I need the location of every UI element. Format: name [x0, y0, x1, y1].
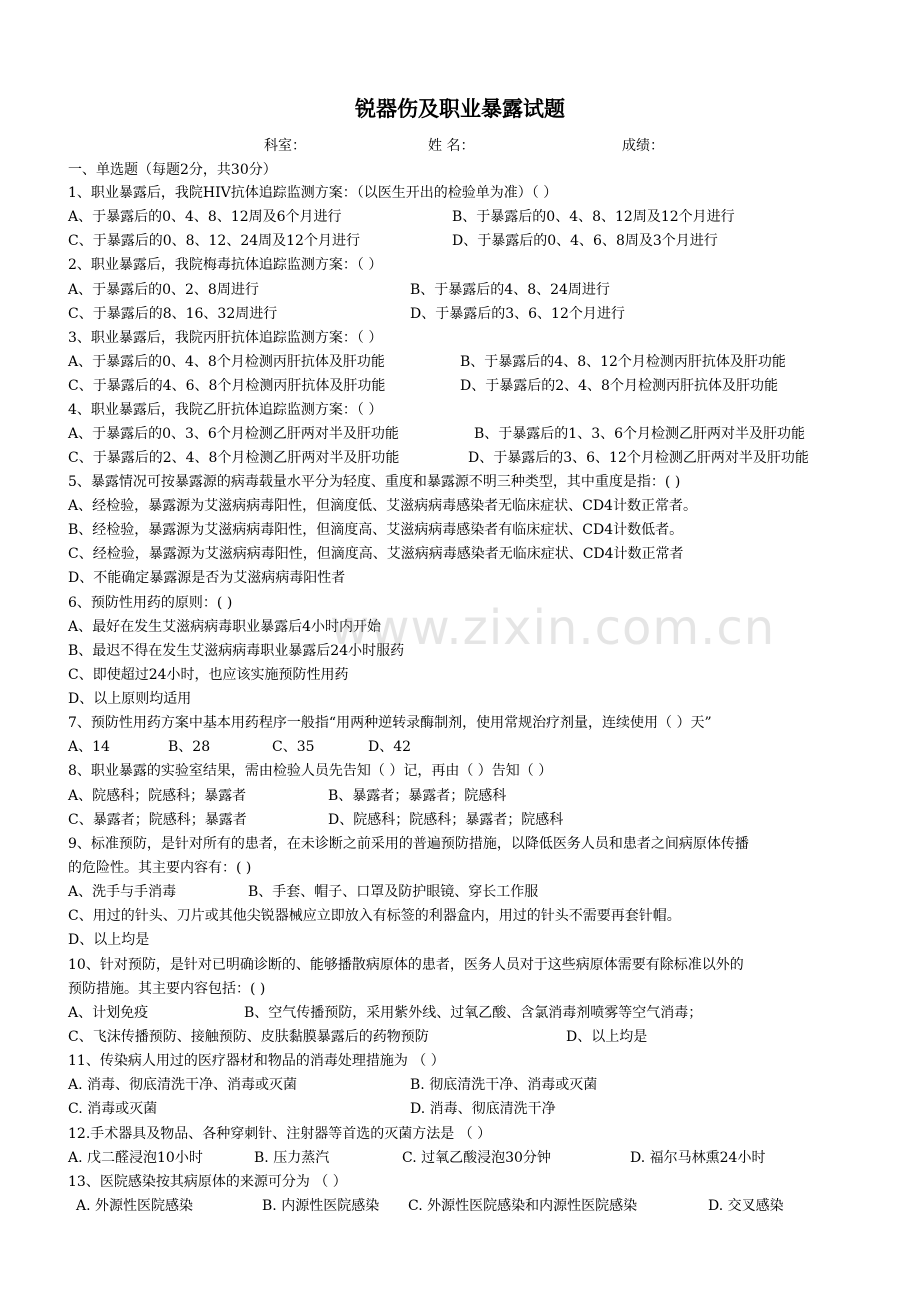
section-heading: 一、单选题（每题2分，共30分） — [68, 162, 277, 178]
q5-option-c: C、经检验，暴露源为艾滋病病毒阳性，但滴度高、艾滋病病毒感染者无临床症状、CD4计数正常者 — [68, 546, 684, 562]
q7-stem: 7、预防性用药方案中基本用药程序一般指“用两种逆转录酶制剂，使用常规治疗剂量，连续使用（ ）天” — [68, 715, 712, 731]
q11-option-b: B. 彻底清洗干净、消毒或灭菌 — [410, 1077, 598, 1093]
q1-option-b: B、于暴露后的0、4、8、12周及12个月进行 — [452, 209, 735, 225]
page-title: 锐器伤及职业暴露试题 — [355, 96, 565, 121]
q10-stem-line2: 预防措施。其主要内容包括：( ) — [68, 981, 266, 997]
q10-option-d: D、以上均是 — [566, 1029, 648, 1045]
q3-option-b: B、于暴露后的4、8、12个月检测丙肝抗体及肝功能 — [460, 354, 786, 370]
q4-option-a: A、于暴露后的0、3、6个月检测乙肝两对半及肝功能 — [68, 426, 399, 442]
q8-option-d: D、院感科；院感科；暴露者；院感科 — [328, 812, 564, 828]
q6-option-b: B、最迟不得在发生艾滋病病毒职业暴露后24小时服药 — [68, 643, 405, 659]
q7-option-c: C、35 — [272, 739, 315, 755]
q5-option-b: B、经检验，暴露源为艾滋病病毒阳性，但滴度高、艾滋病病毒感染者有临床症状、CD4计数低者。 — [68, 522, 684, 538]
name-label: 姓 名： — [428, 138, 475, 154]
q12-option-b: B. 压力蒸汽 — [254, 1150, 330, 1166]
q8-option-a: A、院感科；院感科；暴露者 — [68, 788, 247, 804]
q2-option-d: D、于暴露后的3、6、12个月进行 — [410, 306, 625, 322]
q2-stem: 2、职业暴露后，我院梅毒抗体追踪监测方案：（ ） — [68, 257, 383, 273]
q6-option-a: A、最好在发生艾滋病病毒职业暴露后4小时内开始 — [68, 619, 382, 635]
q9-option-d: D、以上均是 — [68, 932, 150, 948]
q10-stem-line1: 10、针对预防，是针对已明确诊断的、能够播散病原体的患者，医务人员对于这些病原体需要有除标准以外的 — [68, 957, 744, 973]
q6-stem: 6、预防性用药的原则：( ) — [68, 595, 233, 611]
q12-option-a: A. 戊二醛浸泡10小时 — [68, 1150, 203, 1166]
q3-option-a: A、于暴露后的0、4、8个月检测丙肝抗体及肝功能 — [68, 354, 385, 370]
q11-option-a: A. 消毒、彻底清洗干净、消毒或灭菌 — [68, 1077, 298, 1093]
q7-option-d: D、42 — [368, 739, 412, 755]
q1-option-d: D、于暴露后的0、4、6、8周及3个月进行 — [452, 233, 718, 249]
q1-option-a: A、于暴露后的0、4、8、12周及6个月进行 — [68, 209, 342, 225]
score-label: 成绩： — [622, 138, 664, 154]
watermark: www.zixin.com.cn — [330, 600, 776, 656]
q12-option-d: D. 福尔马林熏24小时 — [630, 1150, 766, 1166]
q6-option-c: C、即使超过24小时，也应该实施预防性用药 — [68, 667, 349, 683]
q1-stem: 1、职业暴露后，我院HIV抗体追踪监测方案：（以医生开出的检验单为准）（ ） — [68, 185, 558, 201]
q12-stem: 12.手术器具及物品、各种穿刺针、注射器等首选的灭菌方法是 （ ） — [68, 1126, 492, 1142]
q2-option-a: A、于暴露后的0、2、8周进行 — [68, 282, 259, 298]
q13-stem: 13、医院感染按其病原体的来源可分为 （ ） — [68, 1174, 347, 1190]
q3-option-d: D、于暴露后的2、4、8个月检测丙肝抗体及肝功能 — [460, 378, 778, 394]
q13-option-d: D. 交叉感染 — [708, 1198, 784, 1214]
q9-option-c: C、用过的针头、刀片或其他尖锐器械应立即放入有标签的利器盒内，用过的针头不需要再套针帽。 — [68, 908, 681, 924]
q4-option-c: C、于暴露后的2、4、8个月检测乙肝两对半及肝功能 — [68, 450, 400, 466]
q8-stem: 8、职业暴露的实验室结果，需由检验人员先告知（ ）记，再由（ ）告知（ ） — [68, 763, 553, 779]
q9-option-b: B、手套、帽子、口罩及防护眼镜、穿长工作服 — [248, 884, 539, 900]
q9-stem-line2: 的危险性。其主要内容有：( ) — [68, 860, 252, 876]
q13-option-a: A. 外源性医院感染 — [76, 1198, 194, 1214]
q11-option-d: D. 消毒、彻底清洗干净 — [410, 1101, 556, 1117]
q13-option-c: C. 外源性医院感染和内源性医院感染 — [408, 1198, 638, 1214]
q10-option-c: C、飞沫传播预防、接触预防、皮肤黏膜暴露后的药物预防 — [68, 1029, 429, 1045]
q5-stem: 5、暴露情况可按暴露源的病毒载量水平分为轻度、重度和暴露源不明三种类型，其中重度是指：( ) — [68, 474, 681, 490]
q5-option-d: D、不能确定暴露源是否为艾滋病病毒阳性者 — [68, 570, 346, 586]
q5-option-a: A、经检验，暴露源为艾滋病病毒阳性，但滴度低、艾滋病病毒感染者无临床症状、CD4计数正常者。 — [68, 498, 697, 514]
q7-option-b: B、28 — [168, 739, 211, 755]
q10-option-b: B、空气传播预防，采用紫外线、过氧乙酸、含氯消毒剂喷雾等空气消毒； — [244, 1005, 703, 1021]
q6-option-d: D、以上原则均适用 — [68, 691, 192, 707]
dept-label: 科室： — [264, 138, 306, 154]
q10-option-a: A、计划免疫 — [68, 1005, 149, 1021]
q1-option-c: C、于暴露后的0、8、12、24周及12个月进行 — [68, 233, 360, 249]
q8-option-b: B、暴露者；暴露者；院感科 — [328, 788, 507, 804]
q9-option-a: A、洗手与手消毒 — [68, 884, 177, 900]
q7-option-a: A、14 — [68, 739, 110, 755]
q4-option-d: D、于暴露后的3、6、12个月检测乙肝两对半及肝功能 — [468, 450, 809, 466]
q2-option-b: B、于暴露后的4、8、24周进行 — [410, 282, 610, 298]
q2-option-c: C、于暴露后的8、16、32周进行 — [68, 306, 278, 322]
q4-stem: 4、职业暴露后，我院乙肝抗体追踪监测方案：（ ） — [68, 402, 383, 418]
q3-option-c: C、于暴露后的4、6、8个月检测丙肝抗体及肝功能 — [68, 378, 386, 394]
q8-option-c: C、暴露者；院感科；暴露者 — [68, 812, 247, 828]
q13-option-b: B. 内源性医院感染 — [262, 1198, 380, 1214]
q4-option-b: B、于暴露后的1、3、6个月检测乙肝两对半及肝功能 — [474, 426, 806, 442]
q9-stem-line1: 9、标准预防，是针对所有的患者，在未诊断之前采用的普遍预防措施，以降低医务人员和患者之间病原体传播 — [68, 836, 749, 852]
q11-option-c: C. 消毒或灭菌 — [68, 1101, 158, 1117]
q12-option-c: C. 过氧乙酸浸泡30分钟 — [402, 1150, 551, 1166]
q11-stem: 11、传染病人用过的医疗器材和物品的消毒处理措施为 （ ） — [68, 1053, 445, 1069]
q3-stem: 3、职业暴露后，我院丙肝抗体追踪监测方案：（ ） — [68, 330, 383, 346]
